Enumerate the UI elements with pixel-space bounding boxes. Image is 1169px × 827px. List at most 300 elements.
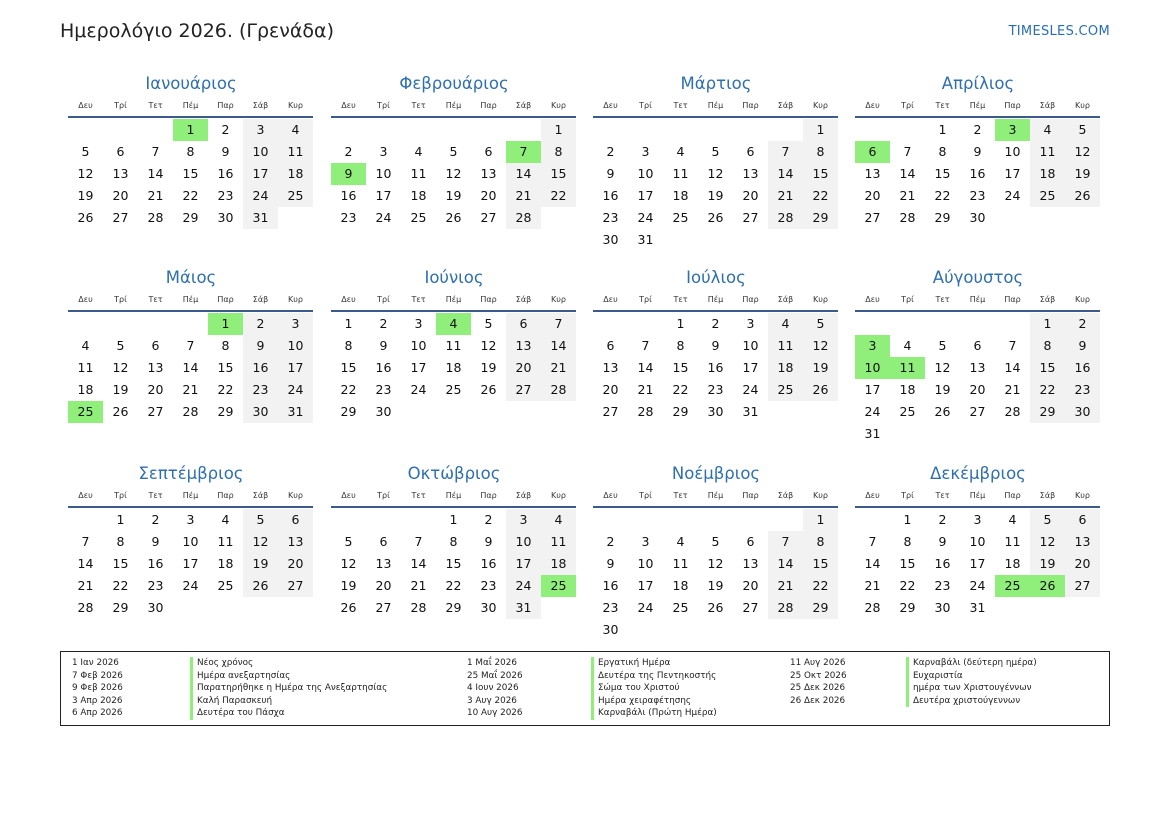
day-cell: 4 [768,313,803,335]
day-cell: 26 [1065,185,1100,207]
weekday-label: Τρί [639,295,652,304]
day-cell: 30 [707,404,724,419]
legend-holiday-name: Ευχαριστία [913,670,963,681]
empty-cell [768,119,803,141]
empty-cell [331,119,366,141]
day-cell: 10 [637,166,654,181]
day-cell: 12 [707,556,724,571]
weekday-label: Πέμ [707,101,724,110]
weekday-label: Τετ [673,101,688,110]
day-cell: 3 [641,144,650,159]
day-cell: 4 [221,512,230,527]
day-cell: 19 [707,188,724,203]
day-cell: 25 [217,578,234,593]
weekday-label: Σάβ [252,101,269,110]
days-grid [855,509,1101,619]
day-cell: 28 [637,404,654,419]
weekday-label: Παρ [1004,295,1021,304]
weekday-label: Τρί [901,491,914,500]
day-cell: 7 [81,534,90,549]
day-cell: 6 [116,144,125,159]
weekday-label: Παρ [480,101,497,110]
day-cell: 8 [1030,335,1065,357]
day-cell: 8 [803,141,838,163]
weekday-label: Τετ [673,295,688,304]
day-cell: 11 [890,357,925,379]
legend-date: 25 Μαΐ 2026 [467,670,523,681]
day-cell: 27 [480,210,497,225]
day-cell: 24 [637,210,654,225]
day-cell: 13 [969,360,986,375]
days-grid [68,509,314,619]
day-cell: 21 [864,578,881,593]
weekday-label: Πέμ [445,295,462,304]
empty-cell [663,119,698,141]
day-cell: 16 [707,360,724,375]
day-cell: 16 [480,556,497,571]
day-cell: 19 [340,578,357,593]
days-grid [593,509,839,641]
day-cell: 22 [899,578,916,593]
weekday-label: Παρ [217,491,234,500]
day-cell: 7 [186,338,195,353]
days-grid [331,509,577,619]
empty-cell [803,229,838,251]
day-cell: 21 [77,578,94,593]
day-cell: 19 [803,357,838,379]
day-cell: 22 [445,578,462,593]
empty-cell [768,401,803,423]
weekday-label: Κυρ [813,295,828,304]
day-cell: 16 [340,188,357,203]
weekday-label: Σάβ [1039,295,1056,304]
day-cell: 11 [410,166,427,181]
day-cell: 12 [77,166,94,181]
day-cell: 26 [340,600,357,615]
empty-cell [890,313,925,335]
day-cell: 14 [147,166,164,181]
day-cell: 5 [484,316,493,331]
day-cell: 18 [77,382,94,397]
day-cell: 18 [541,553,576,575]
day-cell: 12 [803,335,838,357]
day-cell: 22 [803,185,838,207]
day-cell: 20 [864,188,881,203]
header-divider [68,506,313,508]
weekday-label: Κυρ [551,295,566,304]
day-cell: 3 [506,509,541,531]
day-cell: 5 [711,144,720,159]
day-cell: 5 [803,313,838,335]
day-cell: 2 [151,512,160,527]
weekday-label: Δευ [78,101,93,110]
empty-cell [506,401,541,423]
day-cell: 5 [1030,509,1065,531]
empty-cell [960,423,995,445]
day-cell: 17 [410,360,427,375]
header-divider [331,116,576,118]
empty-cell [436,119,471,141]
empty-cell [366,509,401,531]
days-grid [855,313,1101,445]
day-cell: 20 [602,382,619,397]
header-divider [68,310,313,312]
holiday-legend [60,651,1110,726]
empty-cell [541,207,576,229]
empty-cell [471,119,506,141]
empty-cell [995,207,1030,229]
empty-cell [68,313,103,335]
weekday-label: Πέμ [969,295,986,304]
day-cell: 1 [449,512,458,527]
day-cell: 11 [278,141,313,163]
day-cell: 6 [484,144,493,159]
month-title: Ιούνιος [424,268,484,287]
empty-cell [855,509,890,531]
day-cell: 1 [344,316,353,331]
day-cell: 26 [445,210,462,225]
day-cell: 14 [899,166,916,181]
day-cell: 26 [77,210,94,225]
day-cell: 27 [602,404,619,419]
day-cell: 8 [938,144,947,159]
day-cell: 14 [864,556,881,571]
day-cell: 21 [899,188,916,203]
day-cell: 11 [445,338,462,353]
day-cell: 17 [637,188,654,203]
day-cell: 30 [375,404,392,419]
day-cell: 7 [1008,338,1017,353]
weekday-header [331,290,577,310]
day-cell: 11 [768,335,803,357]
day-cell: 29 [217,404,234,419]
day-cell: 21 [637,382,654,397]
empty-cell [506,119,541,141]
empty-cell [68,119,103,141]
day-cell: 17 [1004,166,1021,181]
day-cell: 22 [672,382,689,397]
legend-row [72,695,387,708]
month-title: Μάρτιος [680,74,752,93]
day-cell: 20 [375,578,392,593]
empty-cell [768,509,803,531]
empty-cell [1065,207,1100,229]
legend-column-1 [72,657,387,720]
legend-holiday-name: Σώμα του Χριστού [598,683,680,694]
day-cell: 28 [1004,404,1021,419]
weekday-label: Σάβ [1039,491,1056,500]
header-divider [855,310,1100,312]
day-cell: 14 [182,360,199,375]
day-cell: 23 [1065,379,1100,401]
empty-cell [401,401,436,423]
legend-date: 3 Απρ 2026 [72,695,123,706]
day-cell: 17 [278,357,313,379]
day-cell: 10 [278,335,313,357]
empty-cell [541,401,576,423]
day-cell: 23 [217,188,234,203]
day-cell: 29 [445,600,462,615]
weekday-label: Σάβ [777,491,794,500]
empty-cell [995,597,1030,619]
day-cell: 19 [112,382,129,397]
day-cell: 11 [541,531,576,553]
day-cell: 21 [1004,382,1021,397]
empty-cell [1030,597,1065,619]
legend-color-bar [906,657,909,707]
legend-date: 3 Αυγ 2026 [467,695,517,706]
day-cell: 9 [606,166,615,181]
weekday-label: Τετ [935,491,950,500]
day-cell: 15 [445,556,462,571]
day-cell: 16 [934,556,951,571]
legend-date: 7 Φεβ 2026 [72,670,123,681]
day-cell: 1 [116,512,125,527]
day-cell: 24 [742,382,759,397]
legend-color-bar [591,657,594,720]
day-cell: 27 [278,575,313,597]
weekday-label: Τρί [639,101,652,110]
day-cell: 27 [742,210,759,225]
day-cell: 21 [541,357,576,379]
legend-date: 1 Μαΐ 2026 [467,658,517,669]
day-cell: 25 [541,575,576,597]
day-cell: 10 [243,141,278,163]
weekday-label: Δευ [341,491,356,500]
day-cell: 7 [414,534,423,549]
day-cell: 24 [243,185,278,207]
empty-cell [401,119,436,141]
legend-date: 10 Αυγ 2026 [467,708,523,719]
empty-cell [1065,423,1100,445]
day-cell: 15 [803,163,838,185]
legend-row [72,682,387,695]
empty-cell [663,619,698,641]
day-cell: 7 [151,144,160,159]
day-cell: 15 [934,166,951,181]
day-cell: 19 [445,188,462,203]
day-cell: 17 [375,188,392,203]
day-cell: 28 [506,207,541,229]
day-cell: 12 [480,338,497,353]
weekday-label: Τετ [935,295,950,304]
day-cell: 31 [506,597,541,619]
legend-holiday-name: Ημέρα χειραφέτησης [598,695,692,706]
weekday-header [68,96,314,116]
days-grid [855,119,1101,229]
weekday-label: Κυρ [1075,101,1090,110]
day-cell: 15 [803,553,838,575]
day-cell: 12 [1065,141,1100,163]
weekday-label: Πέμ [969,491,986,500]
day-cell: 19 [480,360,497,375]
day-cell: 26 [934,404,951,419]
weekday-label: Σάβ [252,491,269,500]
day-cell: 14 [541,335,576,357]
day-cell: 10 [375,166,392,181]
day-cell: 3 [641,534,650,549]
day-cell: 12 [707,166,724,181]
day-cell: 4 [676,144,685,159]
day-cell: 3 [186,512,195,527]
day-cell: 20 [742,188,759,203]
month-title: Απρίλιος [941,74,1015,93]
day-cell: 31 [243,207,278,229]
day-cell: 14 [410,556,427,571]
day-cell: 27 [969,404,986,419]
legend-holiday-name: Δευτέρα της Πεντηκοστής [598,670,717,681]
day-cell: 12 [934,360,951,375]
day-cell: 7 [868,534,877,549]
day-cell: 29 [899,600,916,615]
weekday-label: Κυρ [551,491,566,500]
day-cell: 27 [864,210,881,225]
empty-cell [995,423,1030,445]
weekday-label: Παρ [742,295,759,304]
weekday-label: Τρί [901,101,914,110]
weekday-label: Τρί [377,101,390,110]
day-cell: 30 [969,210,986,225]
day-cell: 2 [484,512,493,527]
day-cell: 1 [208,313,243,335]
legend-holiday-name: Παρατηρήθηκε η Ημέρα της Ανεξαρτησίας [197,683,388,694]
day-cell: 18 [899,382,916,397]
day-cell: 17 [243,163,278,185]
month-7 [593,266,839,423]
day-cell: 8 [221,338,230,353]
header-divider [593,310,838,312]
day-cell: 16 [602,188,619,203]
day-cell: 2 [606,144,615,159]
day-cell: 24 [864,404,881,419]
legend-holiday-name: ημέρα των Χριστουγέννων [913,683,1032,694]
empty-cell [890,423,925,445]
empty-cell [138,119,173,141]
day-cell: 30 [147,600,164,615]
weekday-header [855,96,1101,116]
day-cell: 25 [995,575,1030,597]
day-cell: 10 [506,531,541,553]
day-cell: 12 [445,166,462,181]
weekday-label: Παρ [1004,101,1021,110]
day-cell: 1 [173,119,208,141]
legend-holiday-name: Δευτέρα του Πάσχα [197,708,285,719]
weekday-label: Κυρ [813,491,828,500]
day-cell: 22 [541,185,576,207]
day-cell: 30 [934,600,951,615]
weekday-label: Παρ [480,491,497,500]
day-cell: 26 [243,575,278,597]
weekday-label: Κυρ [1075,295,1090,304]
day-cell: 20 [480,188,497,203]
day-cell: 18 [278,163,313,185]
day-cell: 9 [606,556,615,571]
day-cell: 25 [278,185,313,207]
legend-date: 25 Δεκ 2026 [790,683,846,694]
day-cell: 13 [278,531,313,553]
day-cell: 16 [217,166,234,181]
day-cell: 13 [864,166,881,181]
month-11 [593,462,839,641]
day-cell: 31 [969,600,986,615]
day-cell: 4 [278,119,313,141]
day-cell: 21 [147,188,164,203]
day-cell: 26 [112,404,129,419]
day-cell: 15 [182,166,199,181]
empty-cell [471,401,506,423]
empty-cell [278,597,313,619]
weekday-label: Παρ [1004,491,1021,500]
weekday-label: Δευ [603,101,618,110]
day-cell: 30 [480,600,497,615]
legend-date: 26 Δεκ 2026 [790,695,846,706]
day-cell: 17 [742,360,759,375]
month-title: Αύγουστος [932,268,1024,287]
day-cell: 19 [934,382,951,397]
header-divider [331,310,576,312]
day-cell: 28 [768,597,803,619]
day-cell: 30 [602,232,619,247]
weekday-label: Παρ [742,491,759,500]
day-cell: 24 [410,382,427,397]
day-cell: 16 [375,360,392,375]
brand-link[interactable]: TIMESLES.COM [1008,24,1110,39]
day-cell: 21 [506,185,541,207]
day-cell: 24 [969,578,986,593]
weekday-header [331,96,577,116]
day-cell: 9 [331,163,366,185]
day-cell: 25 [1030,185,1065,207]
day-cell: 31 [637,232,654,247]
day-cell: 31 [864,426,881,441]
day-cell: 23 [243,379,278,401]
page-title: Ημερολόγιο 2026. (Γρενάδα) [60,20,334,42]
weekday-label: Τετ [411,295,426,304]
day-cell: 24 [1004,188,1021,203]
legend-row [790,670,1037,683]
month-8 [855,266,1101,445]
day-cell: 19 [243,553,278,575]
empty-cell [1030,423,1065,445]
day-cell: 28 [77,600,94,615]
weekday-label: Τετ [148,101,163,110]
month-title: Νοέμβριος [671,464,761,483]
day-cell: 1 [676,316,685,331]
day-cell: 8 [186,144,195,159]
day-cell: 2 [243,313,278,335]
weekday-label: Τετ [411,491,426,500]
legend-date: 4 Ιουν 2026 [467,683,519,694]
empty-cell [103,313,138,335]
legend-holiday-name: Νέος χρόνος [197,658,254,669]
weekday-label: Τετ [935,101,950,110]
empty-cell [1030,207,1065,229]
day-cell: 22 [112,578,129,593]
day-cell: 15 [672,360,689,375]
day-cell: 19 [1065,163,1100,185]
day-cell: 23 [934,578,951,593]
legend-holiday-name: Καρναβάλι (Πρώτη Ημέρα) [598,708,717,719]
empty-cell [243,597,278,619]
day-cell: 7 [768,141,803,163]
day-cell: 5 [81,144,90,159]
month-title: Δεκέμβριος [930,464,1026,483]
day-cell: 4 [436,313,471,335]
day-cell: 9 [938,534,947,549]
empty-cell [733,509,768,531]
day-cell: 4 [903,338,912,353]
empty-cell [436,401,471,423]
